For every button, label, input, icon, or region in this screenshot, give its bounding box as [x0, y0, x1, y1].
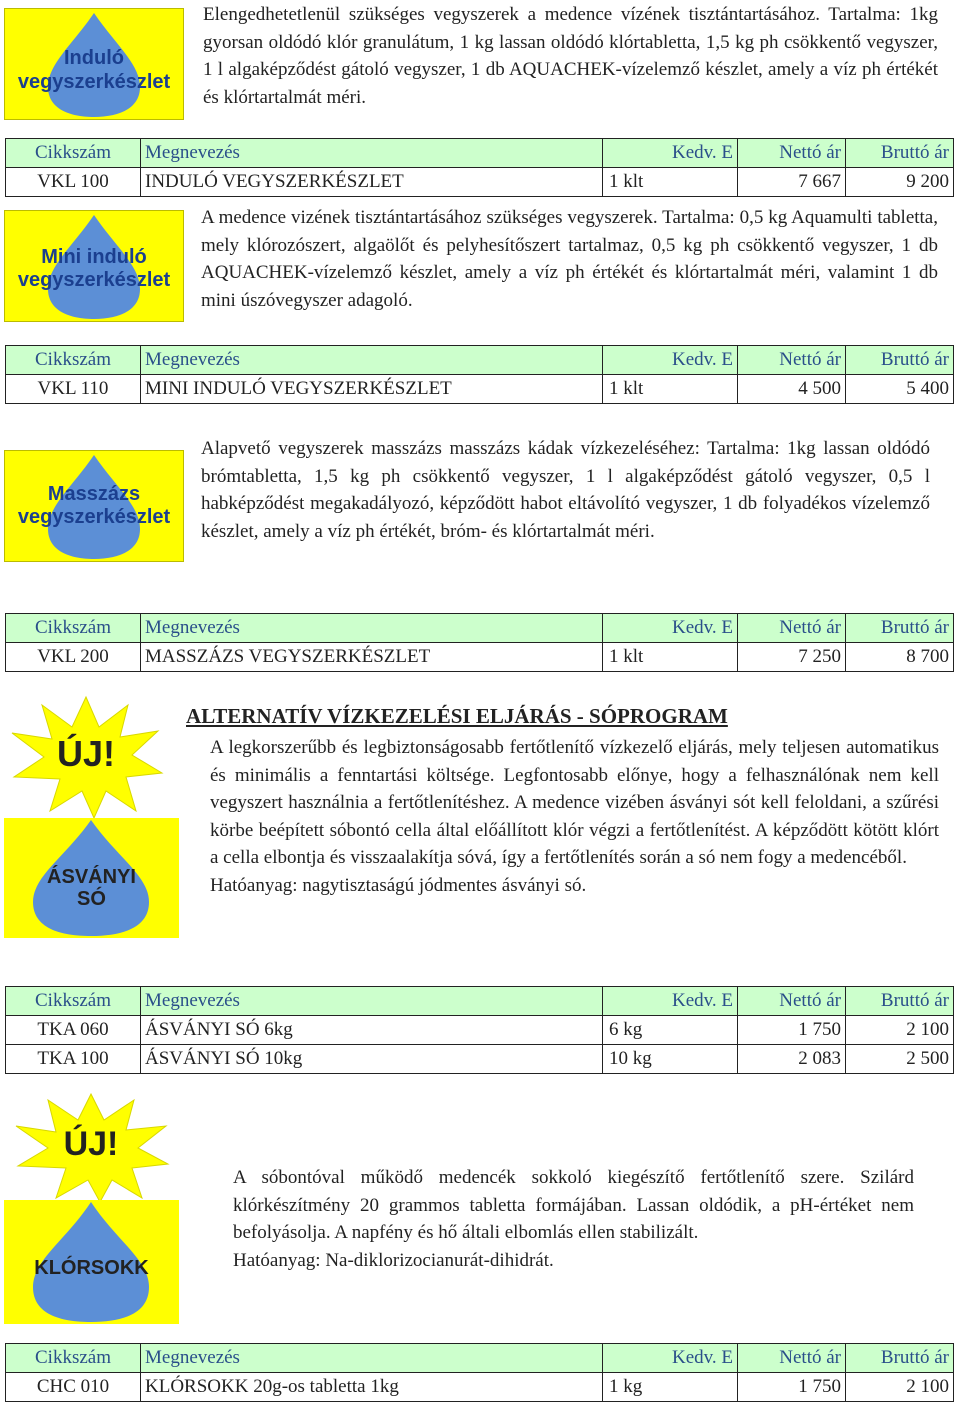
logo-line-2: vegyszerkészlet — [17, 71, 171, 93]
row-code: TKA 100 — [6, 1045, 141, 1074]
description-text: Alapvető vegyszerek masszázs masszázs kádak vízkezeléséhez: Tartalma: 1kg lassan oldódó brómtabletta, 1,5 kg ph csökkentő vegyszer, 1 l algaképződést gátoló vegyszer, 0,5 l habképződést megakadályozó, képződött habot eltávolító vegyszer, 1 db folyadékos vízelemző készlet, amely a víz ph értékét, bróm- és klórtartalmát méri. — [201, 438, 930, 542]
table-row — [6, 1016, 954, 1045]
row-net: 1 750 — [738, 1373, 846, 1402]
badge-text: ÚJ! — [56, 733, 115, 774]
header-gross: Bruttó ár — [846, 987, 954, 1016]
row-unit: 1 kg — [603, 1373, 738, 1402]
indulo-logo — [4, 8, 184, 120]
mini-indulo-logo — [4, 210, 184, 322]
header-net: Nettó ár — [738, 139, 846, 168]
asvanyi-so-logo — [4, 818, 179, 938]
section-description — [201, 204, 938, 314]
row-name: MASSZÁZS VEGYSZERKÉSZLET — [141, 643, 603, 672]
logo-line-1: Mini induló — [41, 246, 147, 268]
section-description — [233, 1164, 914, 1274]
row-gross: 8 700 — [846, 643, 954, 672]
active-ingredient-text: Hatóanyag: Na-diklorizocianurát-dihidrát. — [233, 1249, 554, 1271]
header-net: Nettó ár — [738, 1344, 846, 1373]
row-gross: 2 100 — [846, 1373, 954, 1402]
description-text: Elengedhetetlenül szükséges vegyszerek a medence vízének tisztántartásához. Tartalma: 1kg gyorsan oldódó klór granulátum, 1 kg lassan oldódó klórtabletta, 1,5 kg ph csökkentő vegyszer, 1 l algaképződést gátoló vegyszer, 1 db AQUACHEK-vízelemző készlet, amely a víz ph értékét és klórtartalmát méri. — [203, 4, 938, 108]
klorsokk-logo — [4, 1200, 179, 1324]
row-code: VKL 200 — [6, 643, 141, 672]
row-unit: 6 kg — [603, 1016, 738, 1045]
header-gross: Bruttó ár — [846, 139, 954, 168]
row-unit: 1 klt — [603, 643, 738, 672]
logo-line-2: vegyszerkészlet — [17, 506, 171, 528]
row-name: ÁSVÁNYI SÓ 10kg — [141, 1045, 603, 1074]
header-name: Megnevezés — [141, 987, 603, 1016]
header-net: Nettó ár — [738, 346, 846, 375]
header-name: Megnevezés — [141, 346, 603, 375]
header-code: Cikkszám — [6, 346, 141, 375]
new-badge — [6, 695, 166, 820]
description-text: A medence vizének tisztántartásához szükséges vegyszerek. Tartalma: 0,5 kg Aquamulti tabletta, mely klórozószert, algaölőt és pelyhesítőszert tartalmaz, 0,5 kg ph csökkentő vegyszer, 1 db AQUACHEK-vízelemző készlet, amely a víz ph értékét és klórtartalmát méri, valamint 1 db mini úszóvegyszer adagoló. — [201, 207, 938, 311]
header-gross: Bruttó ár — [846, 1344, 954, 1373]
header-code: Cikkszám — [6, 987, 141, 1016]
header-name: Megnevezés — [141, 139, 603, 168]
badge-text: ÚJ! — [63, 1125, 119, 1163]
price-table — [5, 345, 954, 404]
row-gross: 2 100 — [846, 1016, 954, 1045]
row-gross: 5 400 — [846, 375, 954, 404]
price-table — [5, 986, 954, 1074]
row-code: CHC 010 — [6, 1373, 141, 1402]
header-unit: Kedv. E — [603, 1344, 738, 1373]
row-code: VKL 100 — [6, 168, 141, 197]
table-row — [6, 168, 954, 197]
header-name: Megnevezés — [141, 1344, 603, 1373]
row-name: MINI INDULÓ VEGYSZERKÉSZLET — [141, 375, 603, 404]
logo-line-2: SÓ — [77, 888, 106, 910]
table-row — [6, 375, 954, 404]
row-unit: 10 kg — [603, 1045, 738, 1074]
header-unit: Kedv. E — [603, 987, 738, 1016]
table-row — [6, 1373, 954, 1402]
logo-line-1: ÁSVÁNYI — [47, 866, 136, 888]
header-code: Cikkszám — [6, 139, 141, 168]
row-net: 7 250 — [738, 643, 846, 672]
row-gross: 2 500 — [846, 1045, 954, 1074]
row-unit: 1 klt — [603, 168, 738, 197]
table-row — [6, 1045, 954, 1074]
row-unit: 1 klt — [603, 375, 738, 404]
header-name: Megnevezés — [141, 614, 603, 643]
row-net: 1 750 — [738, 1016, 846, 1045]
table-header-row — [6, 614, 954, 643]
row-code: VKL 110 — [6, 375, 141, 404]
price-table — [5, 613, 954, 672]
new-badge — [10, 1092, 172, 1204]
table-header-row — [6, 1344, 954, 1373]
header-gross: Bruttó ár — [846, 346, 954, 375]
row-name: ÁSVÁNYI SÓ 6kg — [141, 1016, 603, 1045]
table-header-row — [6, 987, 954, 1016]
table-header-row — [6, 139, 954, 168]
row-name: KLÓRSOKK 20g-os tabletta 1kg — [141, 1373, 603, 1402]
row-net: 7 667 — [738, 168, 846, 197]
section-heading: ALTERNATÍV VÍZKEZELÉSI ELJÁRÁS - SÓPROGRAM — [186, 704, 728, 728]
price-table — [5, 1343, 954, 1402]
row-gross: 9 200 — [846, 168, 954, 197]
row-name: INDULÓ VEGYSZERKÉSZLET — [141, 168, 603, 197]
row-net: 2 083 — [738, 1045, 846, 1074]
header-net: Nettó ár — [738, 987, 846, 1016]
description-text: A legkorszerűbb és legbiztonságosabb fertőtlenítő vízkezelő eljárás, mely teljesen automatikus és minimális a fenntartási költsége. Legfontosabb előnye, hogy a felhasználónak nem kell vegyszert használnia a fertőtlenítéshez. A medence vizében ásványi sót kell feloldani, a szűrési körbe beépített sóbontó cella által előállított klór végzi a fertőtlenítést. A képződött kötött klórt a cella elbontja és visszaalakítja sóvá, így a fertőtlenítés során a só nem fogy a medencéből. — [210, 737, 939, 869]
header-unit: Kedv. E — [603, 614, 738, 643]
table-header-row — [6, 346, 954, 375]
logo-line-1: Masszázs — [47, 483, 141, 505]
section-description — [210, 734, 939, 900]
logo-line-2: vegyszerkészlet — [17, 269, 171, 291]
row-net: 4 500 — [738, 375, 846, 404]
header-code: Cikkszám — [6, 614, 141, 643]
logo-line-1: Induló — [64, 47, 124, 69]
header-gross: Bruttó ár — [846, 614, 954, 643]
masszazs-logo — [4, 450, 184, 562]
header-net: Nettó ár — [738, 614, 846, 643]
header-unit: Kedv. E — [603, 139, 738, 168]
description-text: A sóbontóval működő medencék sokkoló kiegészítő fertőtlenítő szere. Szilárd klórkészítmény 20 grammos tabletta formájában. Lassan oldódik, a pH-értéket nem befolyásolja. A napfény és hő általi elbomlás ellen stabilizált. — [233, 1167, 914, 1244]
logo-line-1: KLÓRSOKK — [34, 1257, 149, 1279]
header-unit: Kedv. E — [603, 346, 738, 375]
header-code: Cikkszám — [6, 1344, 141, 1373]
active-ingredient-text: Hatóanyag: nagytisztaságú jódmentes ásványi só. — [210, 874, 587, 896]
section-description — [201, 435, 930, 545]
table-row — [6, 643, 954, 672]
row-code: TKA 060 — [6, 1016, 141, 1045]
section-description — [203, 1, 938, 111]
price-table — [5, 138, 954, 197]
